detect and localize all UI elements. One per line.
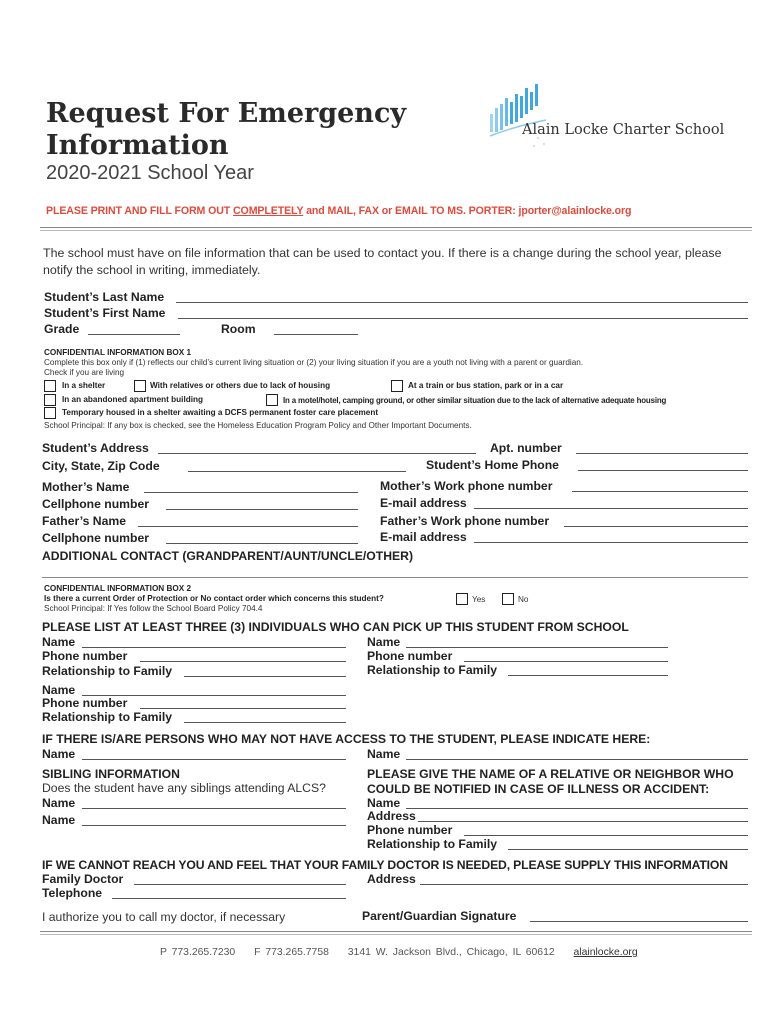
footer-phone: P 773.265.7230	[160, 947, 236, 958]
footer-fax: F 773.265.7758	[254, 947, 329, 958]
doctor-address-field[interactable]	[420, 884, 748, 885]
father-work-label: Father’s Work phone number	[380, 514, 550, 528]
instructions: PLEASE PRINT AND FILL FORM OUT COMPLETELY and MAIL, FAX or EMAIL TO MS. PORTER: jporter@alainlocke.org	[46, 205, 632, 217]
intro-text: The school must have on file information that can be used to contact you. If there is a change during the school year, please notify the school in writing, immediately.	[43, 246, 722, 277]
father-name-field[interactable]	[138, 526, 358, 527]
email-2-label: E-mail address	[380, 530, 467, 544]
room-field[interactable]	[274, 334, 358, 335]
box2-principal-note: School Principal: If Yes follow the School Board Policy 704.4	[44, 604, 263, 613]
checkbox-motel[interactable]	[266, 394, 278, 406]
email-2-field[interactable]	[474, 542, 748, 543]
signature-label: Parent/Guardian Signature	[362, 909, 517, 923]
checkbox-relatives[interactable]	[134, 380, 146, 392]
mother-name-label: Mother’s Name	[42, 480, 130, 494]
checkbox-abandoned[interactable]	[44, 394, 56, 406]
mother-work-label: Mother’s Work phone number	[380, 479, 553, 493]
pickup-heading: PLEASE LIST AT LEAST THREE (3) INDIVIDUALS WHO CAN PICK UP THIS STUDENT FROM SCHOOL	[42, 620, 629, 634]
doctor-address-label: Address	[367, 872, 416, 886]
doctor-telephone-label: Telephone	[42, 886, 103, 900]
label-train-station: At a train or bus station, park or in a car	[408, 381, 564, 390]
footer	[160, 947, 638, 958]
label-shelter: In a shelter	[62, 381, 106, 390]
room-label: Room	[221, 322, 256, 336]
grade-label: Grade	[44, 322, 80, 336]
relative-heading-1: PLEASE GIVE THE NAME OF A RELATIVE OR NEIGHBOR WHO	[367, 767, 734, 781]
label-abandoned: In an abandoned apartment building	[62, 395, 204, 404]
grade-field[interactable]	[88, 334, 180, 335]
pickup-1-name-field[interactable]	[82, 647, 346, 648]
no-access-1-name-label: Name	[42, 747, 76, 761]
divider	[40, 934, 752, 935]
pickup-2-name-label: Name	[367, 635, 401, 649]
cellphone-2-field[interactable]	[166, 543, 358, 544]
no-access-heading: IF THERE IS/ARE PERSONS WHO MAY NOT HAVE ACCESS TO THE STUDENT, PLEASE INDICATE HERE:	[42, 732, 651, 746]
no-access-2-name-field[interactable]	[406, 759, 748, 760]
sibling-1-name-label: Name	[42, 796, 76, 810]
father-name-label: Father’s Name	[42, 514, 126, 528]
pickup-3-relationship-label: Relationship to Family	[42, 710, 173, 724]
pickup-3-phone-label: Phone number	[42, 696, 128, 710]
relative-heading-2: COULD BE NOTIFIED IN CASE OF ILLNESS OR ACCIDENT:	[367, 782, 710, 796]
divider	[40, 227, 752, 228]
relative-phone-field[interactable]	[464, 835, 748, 836]
first-name-label: Student’s First Name	[44, 306, 166, 320]
sibling-heading: SIBLING INFORMATION	[42, 767, 180, 781]
doctor-label: Family Doctor	[42, 872, 124, 886]
relative-relationship-field[interactable]	[508, 849, 748, 850]
school-year: 2020-2021 School Year	[46, 162, 254, 184]
authorize-text: I authorize you to call my doctor, if necessary	[42, 910, 286, 924]
last-name-label: Student’s Last Name	[44, 290, 165, 304]
box2-title: CONFIDENTIAL INFORMATION BOX 2	[44, 584, 192, 593]
pickup-1-phone-label: Phone number	[42, 649, 128, 663]
checkbox-train-station[interactable]	[391, 380, 403, 392]
pickup-1-phone-field[interactable]	[140, 661, 346, 662]
city-label: City, State, Zip Code	[42, 459, 160, 473]
label-yes: Yes	[472, 595, 486, 604]
relative-name-field[interactable]	[406, 808, 748, 809]
school-name: Alain Locke Charter School	[522, 122, 725, 138]
email-1-field[interactable]	[474, 508, 748, 509]
doctor-field[interactable]	[134, 884, 346, 885]
relative-address-label: Address	[367, 809, 416, 823]
home-phone-field[interactable]	[578, 470, 748, 471]
title-line-1: Request For Emergency	[46, 98, 407, 129]
email-1-label: E-mail address	[380, 496, 467, 510]
pickup-2-phone-label: Phone number	[367, 649, 453, 663]
label-temporary: Temporary housed in a shelter awaiting a DCFS permanent foster care placement	[62, 408, 379, 417]
pickup-2-relationship-field[interactable]	[508, 675, 668, 676]
relative-name-label: Name	[367, 796, 401, 810]
home-phone-label: Student’s Home Phone	[426, 458, 559, 472]
sibling-2-name-field[interactable]	[82, 825, 346, 826]
additional-contact-heading: ADDITIONAL CONTACT (GRANDPARENT/AUNT/UNCLE/OTHER)	[42, 549, 414, 563]
last-name-field[interactable]	[176, 302, 748, 303]
checkbox-no[interactable]	[502, 593, 514, 605]
apt-label: Apt. number	[490, 441, 562, 455]
footer-website-link[interactable]: alainlocke.org	[573, 947, 638, 958]
box1-check-prompt: Check if you are living	[44, 368, 125, 377]
father-work-field[interactable]	[564, 526, 748, 527]
address-label: Student’s Address	[42, 441, 149, 455]
doctor-heading: IF WE CANNOT REACH YOU AND FEEL THAT YOUR FAMILY DOCTOR IS NEEDED, PLEASE SUPPLY THIS INFORMATION	[42, 858, 728, 872]
mother-work-field[interactable]	[572, 491, 748, 492]
no-access-2-name-label: Name	[367, 747, 401, 761]
first-name-field[interactable]	[178, 318, 748, 319]
relative-relationship-label: Relationship to Family	[367, 837, 498, 851]
school-logo-icon	[486, 82, 556, 152]
box1-title: CONFIDENTIAL INFORMATION BOX 1	[44, 348, 192, 357]
pickup-1-relationship-field[interactable]	[184, 676, 346, 677]
checkbox-shelter[interactable]	[44, 380, 56, 392]
signature-field[interactable]	[530, 921, 748, 922]
pickup-3-relationship-field[interactable]	[184, 722, 346, 723]
title-line-2: Information	[46, 130, 229, 161]
box1-instruction: Complete this box only if (1) reflects our child’s current living situation or (2) your living situation if you are a youth not living with a parent or guardian.	[44, 358, 584, 367]
doctor-telephone-field[interactable]	[112, 898, 346, 899]
box2-question: Is there a current Order of Protection or No contact order which concerns this student?	[44, 594, 384, 603]
footer-address: 3141 W. Jackson Blvd., Chicago, IL 60612	[347, 947, 555, 958]
no-access-1-name-field[interactable]	[82, 759, 346, 760]
label-no: No	[518, 595, 529, 604]
sibling-2-name-label: Name	[42, 813, 76, 827]
cellphone-2-label: Cellphone number	[42, 531, 149, 545]
divider	[40, 230, 752, 231]
additional-contact-field[interactable]	[42, 577, 748, 578]
pickup-1-relationship-label: Relationship to Family	[42, 664, 173, 678]
label-motel: In a motel/hotel, camping ground, or other similar situation due to the lack of alternative adequate housing	[283, 396, 667, 405]
form-title	[46, 98, 406, 162]
relative-phone-label: Phone number	[367, 823, 453, 837]
box1-principal-note: School Principal: If any box is checked, see the Homeless Education Program Policy and Other Important Documents.	[44, 421, 472, 430]
pickup-2-phone-field[interactable]	[464, 661, 668, 662]
pickup-2-name-field[interactable]	[406, 647, 668, 648]
pickup-2-relationship-label: Relationship to Family	[367, 663, 498, 677]
address-field[interactable]	[158, 453, 476, 454]
checkbox-temporary[interactable]	[44, 407, 56, 419]
apt-field[interactable]	[576, 453, 748, 454]
cellphone-1-field[interactable]	[166, 509, 358, 510]
pickup-3-name-label: Name	[42, 683, 76, 697]
divider	[40, 931, 752, 932]
mother-name-field[interactable]	[144, 492, 358, 493]
pickup-1-name-label: Name	[42, 635, 76, 649]
checkbox-yes[interactable]	[456, 593, 468, 605]
relative-address-field[interactable]	[418, 821, 748, 822]
label-relatives: With relatives or others due to lack of housing	[150, 381, 331, 390]
pickup-3-phone-field[interactable]	[140, 708, 346, 709]
cellphone-1-label: Cellphone number	[42, 497, 149, 511]
city-field[interactable]	[188, 471, 406, 472]
sibling-question: Does the student have any siblings attending ALCS?	[42, 781, 326, 795]
sibling-1-name-field[interactable]	[82, 808, 346, 809]
